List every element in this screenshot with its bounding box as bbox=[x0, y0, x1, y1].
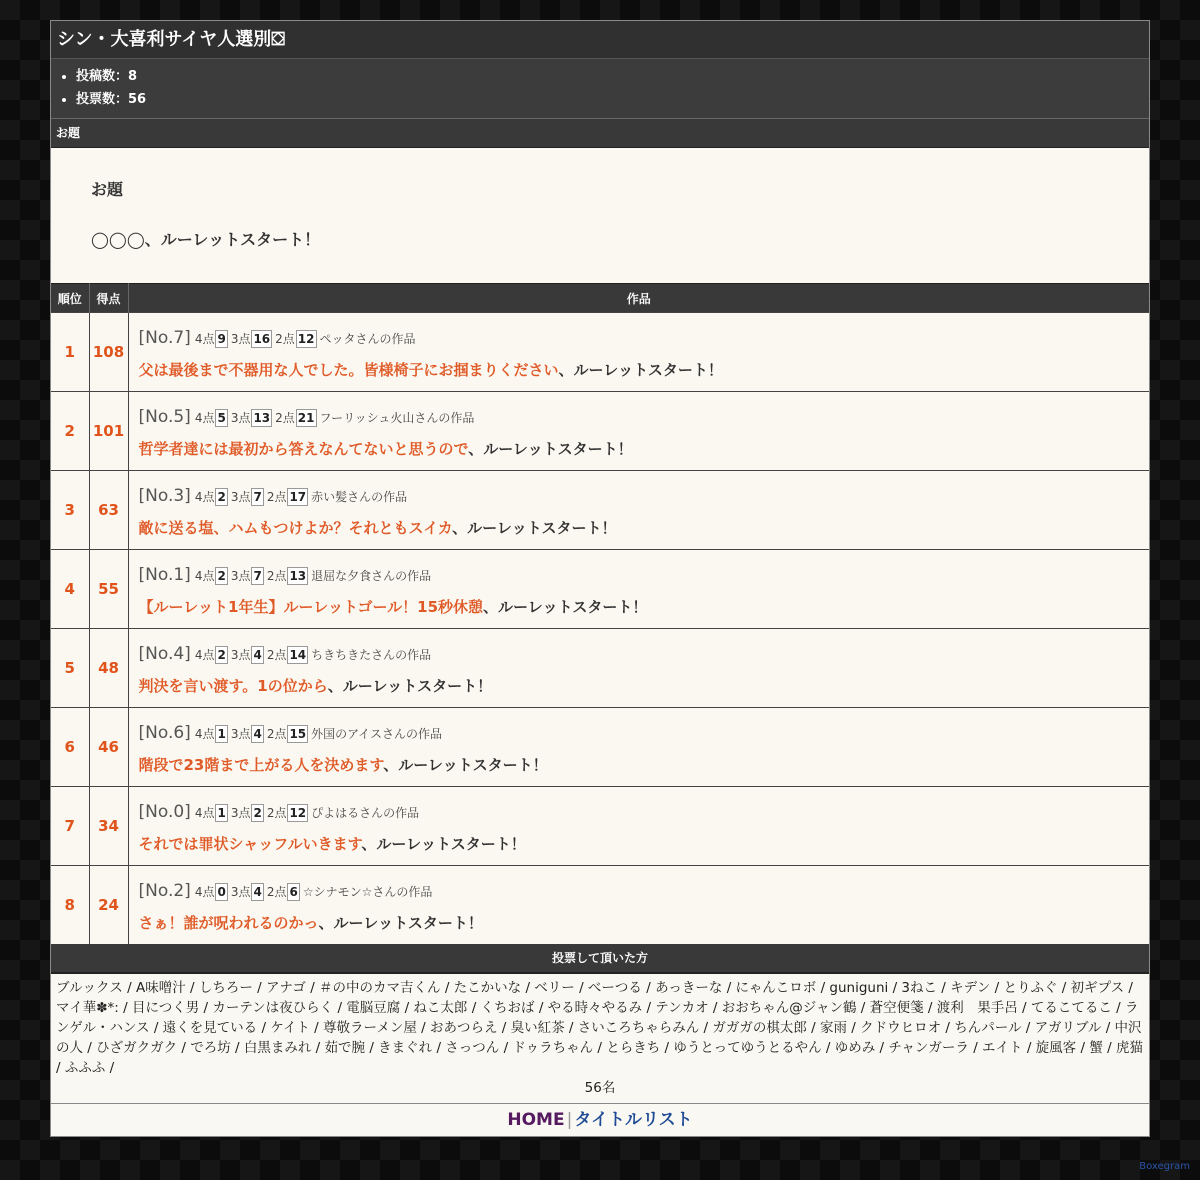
entry-body: さぁ！誰が呪われるのかっ bbox=[138, 913, 319, 932]
brand-logo[interactable]: Boxegram bbox=[1139, 1161, 1190, 1172]
points-4-count: 0 bbox=[217, 884, 226, 899]
points-2-label: 2点 bbox=[266, 568, 287, 583]
table-row bbox=[51, 866, 1149, 945]
stats-panel bbox=[51, 59, 1149, 119]
odai-section-header: お題 bbox=[51, 119, 1149, 148]
vote-count: • 投票数：56 bbox=[76, 88, 1149, 111]
rank-cell: 5 bbox=[51, 629, 89, 708]
rank-column-header: 順位 bbox=[51, 284, 89, 313]
entry-suffix: 、ルーレットスタート！ bbox=[558, 360, 723, 379]
page-title: シン・大喜利サイヤ人選別⛋ bbox=[51, 21, 1149, 59]
entry-author: ☆シナモン☆さんの作品 bbox=[302, 884, 433, 899]
work-column-header: 作品 bbox=[128, 284, 1149, 313]
entry-text bbox=[139, 359, 1140, 380]
points-4-label: 4点 bbox=[194, 410, 215, 425]
points-4-label: 4点 bbox=[194, 884, 215, 899]
points-2-count: 13 bbox=[289, 568, 307, 583]
points-2-count: 14 bbox=[289, 647, 307, 662]
table-row bbox=[51, 787, 1149, 866]
table-row bbox=[51, 629, 1149, 708]
entry-body: それでは罪状シャッフルいきます bbox=[138, 834, 362, 853]
points-3-count: 2 bbox=[253, 805, 262, 820]
rank-cell: 1 bbox=[51, 313, 89, 392]
odai-panel bbox=[51, 148, 1149, 283]
points-3-label: 3点 bbox=[230, 568, 251, 583]
points-2-count: 21 bbox=[297, 410, 315, 425]
work-cell bbox=[128, 471, 1149, 550]
points-2-label: 2点 bbox=[275, 331, 295, 346]
rank-cell: 4 bbox=[51, 550, 89, 629]
score-cell: 63 bbox=[89, 471, 128, 550]
work-cell bbox=[128, 392, 1149, 471]
footer-nav bbox=[51, 1103, 1149, 1136]
table-row bbox=[51, 471, 1149, 550]
entry-text bbox=[139, 675, 1140, 696]
points-2-label: 2点 bbox=[275, 410, 295, 425]
score-cell: 46 bbox=[89, 708, 128, 787]
points-3-label: 3点 bbox=[230, 726, 251, 741]
voters-section-header: 投票して頂いた方 bbox=[51, 944, 1149, 973]
stats-list bbox=[51, 65, 1149, 111]
points-3-label: 3点 bbox=[230, 410, 251, 425]
points-4-label: 4点 bbox=[194, 331, 215, 346]
points-4-count: 5 bbox=[217, 410, 226, 425]
entry-meta bbox=[139, 641, 1140, 667]
table-row bbox=[51, 550, 1149, 629]
entry-suffix: 、ルーレットスタート！ bbox=[318, 913, 483, 932]
entry-text bbox=[139, 517, 1140, 538]
points-3-label: 3点 bbox=[230, 489, 251, 504]
footer-separator: | bbox=[566, 1110, 573, 1130]
points-4-label: 4点 bbox=[194, 726, 215, 741]
rank-cell: 8 bbox=[51, 866, 89, 945]
entry-text bbox=[139, 912, 1140, 933]
score-cell: 48 bbox=[89, 629, 128, 708]
entry-number: [No.2] bbox=[138, 880, 191, 901]
points-3-label: 3点 bbox=[230, 805, 251, 820]
work-cell bbox=[128, 708, 1149, 787]
points-2-label: 2点 bbox=[266, 647, 287, 662]
points-4-label: 4点 bbox=[194, 568, 215, 583]
score-cell: 24 bbox=[89, 866, 128, 945]
rank-cell: 6 bbox=[51, 708, 89, 787]
odai-heading: お題 bbox=[91, 180, 124, 199]
entry-number: [No.6] bbox=[138, 722, 191, 743]
points-4-count: 2 bbox=[217, 647, 226, 662]
entry-body: 【ルーレット1年生】ルーレットゴール！15秒休憩 bbox=[138, 597, 484, 616]
points-3-label: 3点 bbox=[230, 331, 251, 346]
entry-meta bbox=[139, 720, 1140, 746]
title-list-link[interactable]: タイトルリスト bbox=[574, 1110, 693, 1130]
entry-meta bbox=[139, 799, 1140, 825]
entry-suffix: 、ルーレットスタート！ bbox=[327, 676, 493, 695]
points-2-label: 2点 bbox=[266, 805, 287, 820]
entry-text bbox=[139, 754, 1140, 775]
entry-meta bbox=[139, 404, 1140, 430]
work-cell bbox=[128, 787, 1149, 866]
points-4-count: 2 bbox=[217, 489, 226, 504]
entry-text bbox=[139, 438, 1140, 459]
points-4-count: 9 bbox=[217, 331, 226, 346]
entry-author: ペッタさんの作品 bbox=[319, 331, 416, 346]
entry-body: 判決を言い渡す。1の位から bbox=[138, 676, 328, 695]
entry-number: [No.5] bbox=[138, 406, 191, 427]
entry-body: 父は最後まで不器用な人でした。皆様椅子にお掴まりください bbox=[138, 360, 559, 379]
entry-number: [No.7] bbox=[138, 327, 191, 348]
entry-author: 退屈な夕食さんの作品 bbox=[311, 568, 432, 583]
rank-cell: 3 bbox=[51, 471, 89, 550]
ranking-table bbox=[51, 283, 1149, 944]
entry-meta bbox=[139, 562, 1140, 588]
voter-count: 56名 bbox=[584, 1080, 616, 1096]
points-2-count: 15 bbox=[289, 726, 307, 741]
points-4-count: 2 bbox=[217, 568, 226, 583]
entry-suffix: 、ルーレットスタート！ bbox=[452, 518, 617, 537]
points-2-count: 17 bbox=[289, 489, 307, 504]
score-cell: 34 bbox=[89, 787, 128, 866]
odai-text: ◯◯◯、ルーレットスタート！ bbox=[91, 230, 321, 249]
entry-body: 敵に送る塩、ハムもつけよか？それともスイカ bbox=[138, 518, 453, 537]
entry-suffix: 、ルーレットスタート！ bbox=[383, 755, 548, 774]
entry-body: 階段で23階まで上がる人を決めます bbox=[138, 755, 384, 774]
voters-panel bbox=[51, 973, 1149, 1103]
voters-list: ブルックス / A味噌汁 / しちろー / アナゴ / ＃の中のカマ吉くん / たこかいな / ベリー / べーつる / あっきーな / にゃんこロボ / guniguni / 3ねこ / キデン / とりふぐ / 初ギプス / マイ華✽*: / 目につく男 / カーテンは夜ひらく / 電脳豆腐 / ねこ太郎 / くちおば / やる時々やるみ / テンカオ / おおちゃん@ジャン鶴 / 蒼空便箋 / 渡利 果手呂 / てるこてるこ / ランゲル・ハンス / 遠くを見ている / ケイト / 尊敬ラーメン屋 / おあつらえ / 臭い紅茶 / さいころちゃらみん / ガガガの棋太郎 / 家雨 / クドウヒロオ / ちんパール / アガリブル / 中沢の人 / ひざガクガク / でろ坊 / 白黒まみれ / 茹で腕 / きまぐれ / さっつん / ドゥラちゃん / とらきち / ゆうとってゆうとるやん / ゆめみ / チャンガーラ / エイト / 旋風客 / 蟹 / 虎猫 / ふふふ / bbox=[56, 980, 1143, 1076]
ranking-body bbox=[51, 313, 1149, 945]
points-3-count: 16 bbox=[253, 331, 271, 346]
points-3-count: 4 bbox=[253, 884, 262, 899]
entry-author: ちきちきたさんの作品 bbox=[311, 647, 432, 662]
points-2-count: 12 bbox=[289, 805, 307, 820]
points-2-label: 2点 bbox=[266, 489, 287, 504]
table-row bbox=[51, 708, 1149, 787]
entry-number: [No.4] bbox=[138, 643, 191, 664]
points-2-count: 12 bbox=[297, 331, 315, 346]
points-4-count: 1 bbox=[217, 726, 226, 741]
entry-author: 外国のアイスさんの作品 bbox=[311, 726, 442, 741]
work-cell bbox=[128, 629, 1149, 708]
points-3-label: 3点 bbox=[230, 884, 251, 899]
entry-suffix: 、ルーレットスタート！ bbox=[468, 439, 633, 458]
entry-text bbox=[139, 833, 1140, 854]
points-3-count: 7 bbox=[253, 568, 262, 583]
ranking-header-row bbox=[51, 284, 1149, 313]
entry-author: フーリッシュ火山さんの作品 bbox=[319, 410, 475, 425]
points-3-count: 4 bbox=[253, 726, 262, 741]
rank-cell: 2 bbox=[51, 392, 89, 471]
work-cell bbox=[128, 313, 1149, 392]
score-column-header: 得点 bbox=[89, 284, 128, 313]
table-row bbox=[51, 392, 1149, 471]
points-2-label: 2点 bbox=[266, 726, 287, 741]
entry-number: [No.1] bbox=[138, 564, 191, 585]
points-2-label: 2点 bbox=[266, 884, 287, 899]
entry-suffix: 、ルーレットスタート！ bbox=[361, 834, 526, 853]
points-2-count: 6 bbox=[289, 884, 298, 899]
entry-text bbox=[139, 596, 1140, 617]
entry-body: 哲学者達には最初から答えなんてないと思うので bbox=[138, 439, 469, 458]
points-4-count: 1 bbox=[217, 805, 226, 820]
table-row bbox=[51, 313, 1149, 392]
entry-number: [No.3] bbox=[138, 485, 191, 506]
score-cell: 55 bbox=[89, 550, 128, 629]
main-container bbox=[50, 20, 1150, 1137]
score-cell: 108 bbox=[89, 313, 128, 392]
points-4-label: 4点 bbox=[194, 647, 215, 662]
points-4-label: 4点 bbox=[194, 489, 215, 504]
entry-author: 赤い髪さんの作品 bbox=[311, 489, 408, 504]
work-cell bbox=[128, 550, 1149, 629]
entry-author: ぴよはるさんの作品 bbox=[311, 805, 420, 820]
entry-meta bbox=[139, 483, 1140, 509]
work-cell bbox=[128, 866, 1149, 945]
entry-meta bbox=[139, 325, 1140, 351]
rank-cell: 7 bbox=[51, 787, 89, 866]
points-3-count: 13 bbox=[253, 410, 271, 425]
home-link[interactable]: HOME bbox=[507, 1110, 565, 1130]
points-3-label: 3点 bbox=[230, 647, 251, 662]
post-count: • 投稿数：8 bbox=[76, 65, 1149, 88]
score-cell: 101 bbox=[89, 392, 128, 471]
entry-suffix: 、ルーレットスタート！ bbox=[483, 597, 648, 616]
entry-meta bbox=[139, 878, 1140, 904]
points-4-label: 4点 bbox=[194, 805, 215, 820]
points-3-count: 4 bbox=[253, 647, 262, 662]
points-3-count: 7 bbox=[253, 489, 262, 504]
entry-number: [No.0] bbox=[138, 801, 191, 822]
